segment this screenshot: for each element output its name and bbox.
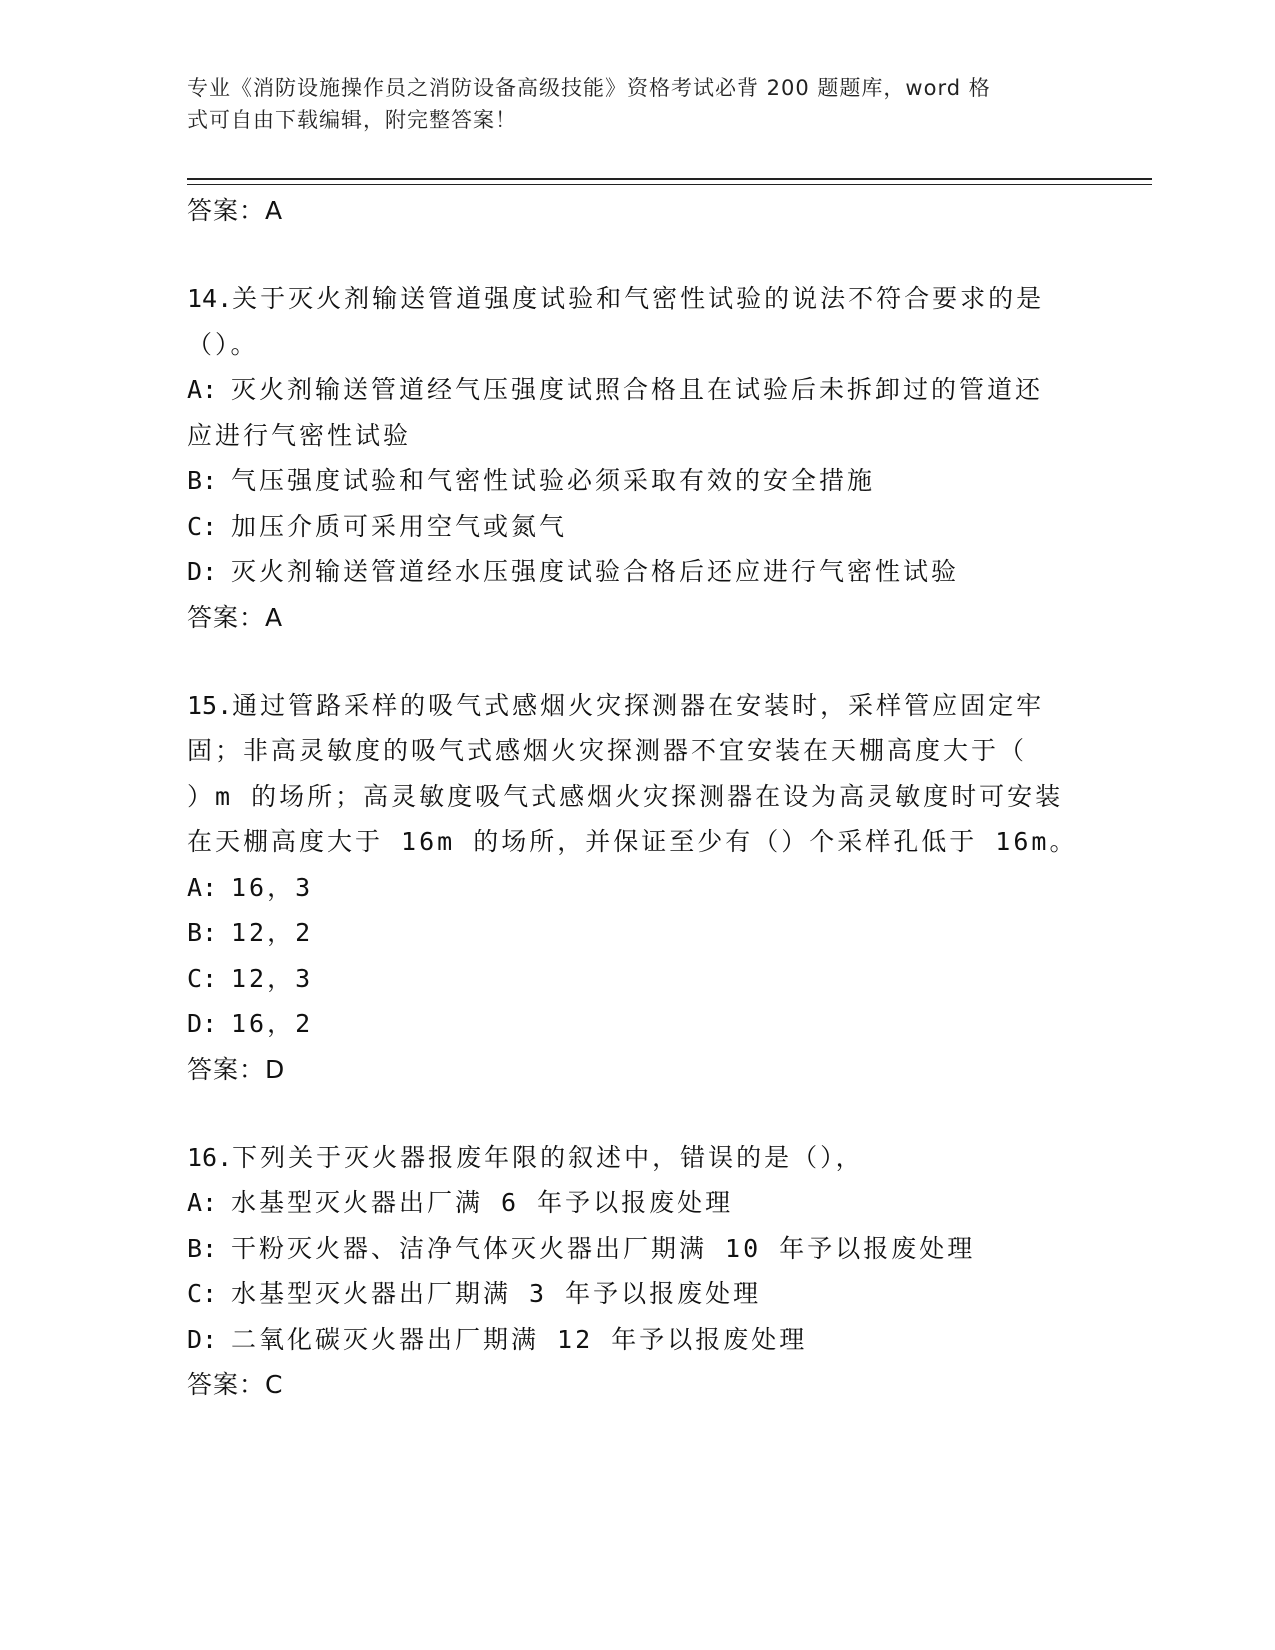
option-line (187, 504, 1087, 550)
option-label: C: (187, 1279, 218, 1308)
answer-line (187, 1047, 1087, 1093)
option-text: 水基型灭火器出厂期满 3 年予以报废处理 (231, 1279, 762, 1308)
question-stem-text: （）。 (187, 329, 259, 359)
option-text: 应进行气密性试验 (187, 420, 412, 450)
header-rule-thin (187, 184, 1152, 185)
answer-value: D (265, 1054, 286, 1084)
question-stem-line (187, 1135, 1087, 1181)
option-label: C: (187, 963, 218, 993)
option-text: 12，2 (231, 918, 314, 947)
option-line (187, 956, 1087, 1002)
option-line (187, 865, 1087, 911)
option-label: B: (187, 466, 218, 495)
option-text: 16，2 (231, 1009, 314, 1038)
option-label: D: (187, 1009, 218, 1038)
document-header (187, 72, 1077, 136)
option-label: B: (187, 918, 218, 947)
answer-prefix: 答案： (187, 1054, 266, 1084)
option-label: A: (187, 1188, 218, 1217)
option-line (187, 1317, 1087, 1363)
answer-value: A (265, 196, 284, 225)
option-text: 气压强度试验和气密性试验必须采取有效的安全措施 (231, 466, 876, 495)
question-number: 14. (187, 284, 233, 313)
option-text: 灭火剂输送管道经气压强度试照合格且在试验后未拆卸过的管道还 (231, 375, 1044, 404)
option-label: C: (187, 511, 218, 541)
question-stem-line (187, 276, 1087, 322)
question-number: 16. (187, 1142, 233, 1172)
option-line (187, 1226, 1087, 1272)
question-stem-line (187, 322, 1087, 368)
answer-value: C (265, 1370, 284, 1399)
header-line: 式可自由下载编辑，附完整答案！ (187, 108, 517, 132)
option-line (187, 367, 1087, 413)
question-list (187, 188, 1087, 1408)
question-stem-text: 通过管路采样的吸气式感烟火灾探测器在安装时，采样管应固定牢 (232, 690, 1045, 720)
option-line (187, 1271, 1087, 1317)
answer-prefix: 答案： (187, 196, 266, 225)
answer-prefix: 答案： (187, 602, 266, 632)
question-stem-text: 下列关于灭火器报废年限的叙述中，错误的是（）， (232, 1142, 864, 1172)
question-number: 15. (187, 690, 233, 720)
question-stem-line (187, 774, 1087, 820)
option-text: 灭火剂输送管道经水压强度试验合格后还应进行气密性试验 (231, 557, 960, 586)
question-block (187, 683, 1087, 1093)
question-stem-text: 关于灭火剂输送管道强度试验和气密性试验的说法不符合要求的是 (232, 284, 1045, 313)
answer-line (187, 188, 1087, 234)
option-line (187, 549, 1087, 595)
answer-value: A (265, 602, 284, 632)
option-label: D: (187, 1324, 218, 1354)
question-block (187, 1135, 1087, 1409)
header-line: 专业《消防设施操作员之消防设备高级技能》资格考试必背 200 题题库，word 格 (187, 76, 991, 100)
question-stem-line (187, 728, 1087, 774)
option-label: B: (187, 1233, 218, 1263)
option-text: 二氧化碳灭火器出厂期满 12 年予以报废处理 (231, 1324, 808, 1354)
question-stem-text: ）m 的场所；高灵敏度吸气式感烟火灾探测器在设为高灵敏度时可安装 (187, 781, 1064, 811)
answer-line (187, 1362, 1087, 1408)
option-text: 16，3 (231, 872, 314, 902)
option-text: 加压介质可采用空气或氮气 (231, 511, 568, 541)
header-rule-thick (187, 178, 1152, 180)
option-line (187, 458, 1087, 504)
question-stem-text: 固；非高灵敏度的吸气式感烟火灾探测器不宜安装在天棚高度大于（ (187, 736, 1028, 765)
option-line (187, 910, 1087, 956)
question-stem-line (187, 819, 1087, 865)
question-stem-text: 在天棚高度大于 16m 的场所，并保证至少有（）个采样孔低于 16m。 (187, 827, 1078, 856)
question-stem-line (187, 683, 1087, 729)
option-line (187, 1001, 1087, 1047)
option-label: A: (187, 375, 218, 404)
option-label: D: (187, 557, 218, 586)
answer-line (187, 595, 1087, 641)
option-line (187, 413, 1087, 459)
option-line (187, 1180, 1087, 1226)
option-text: 12，3 (231, 963, 314, 993)
option-label: A: (187, 872, 218, 902)
option-text: 水基型灭火器出厂满 6 年予以报废处理 (231, 1188, 734, 1217)
question-block (187, 276, 1087, 641)
option-text: 干粉灭火器、洁净气体灭火器出厂期满 10 年予以报废处理 (231, 1233, 976, 1263)
answer-prefix: 答案： (187, 1370, 266, 1399)
